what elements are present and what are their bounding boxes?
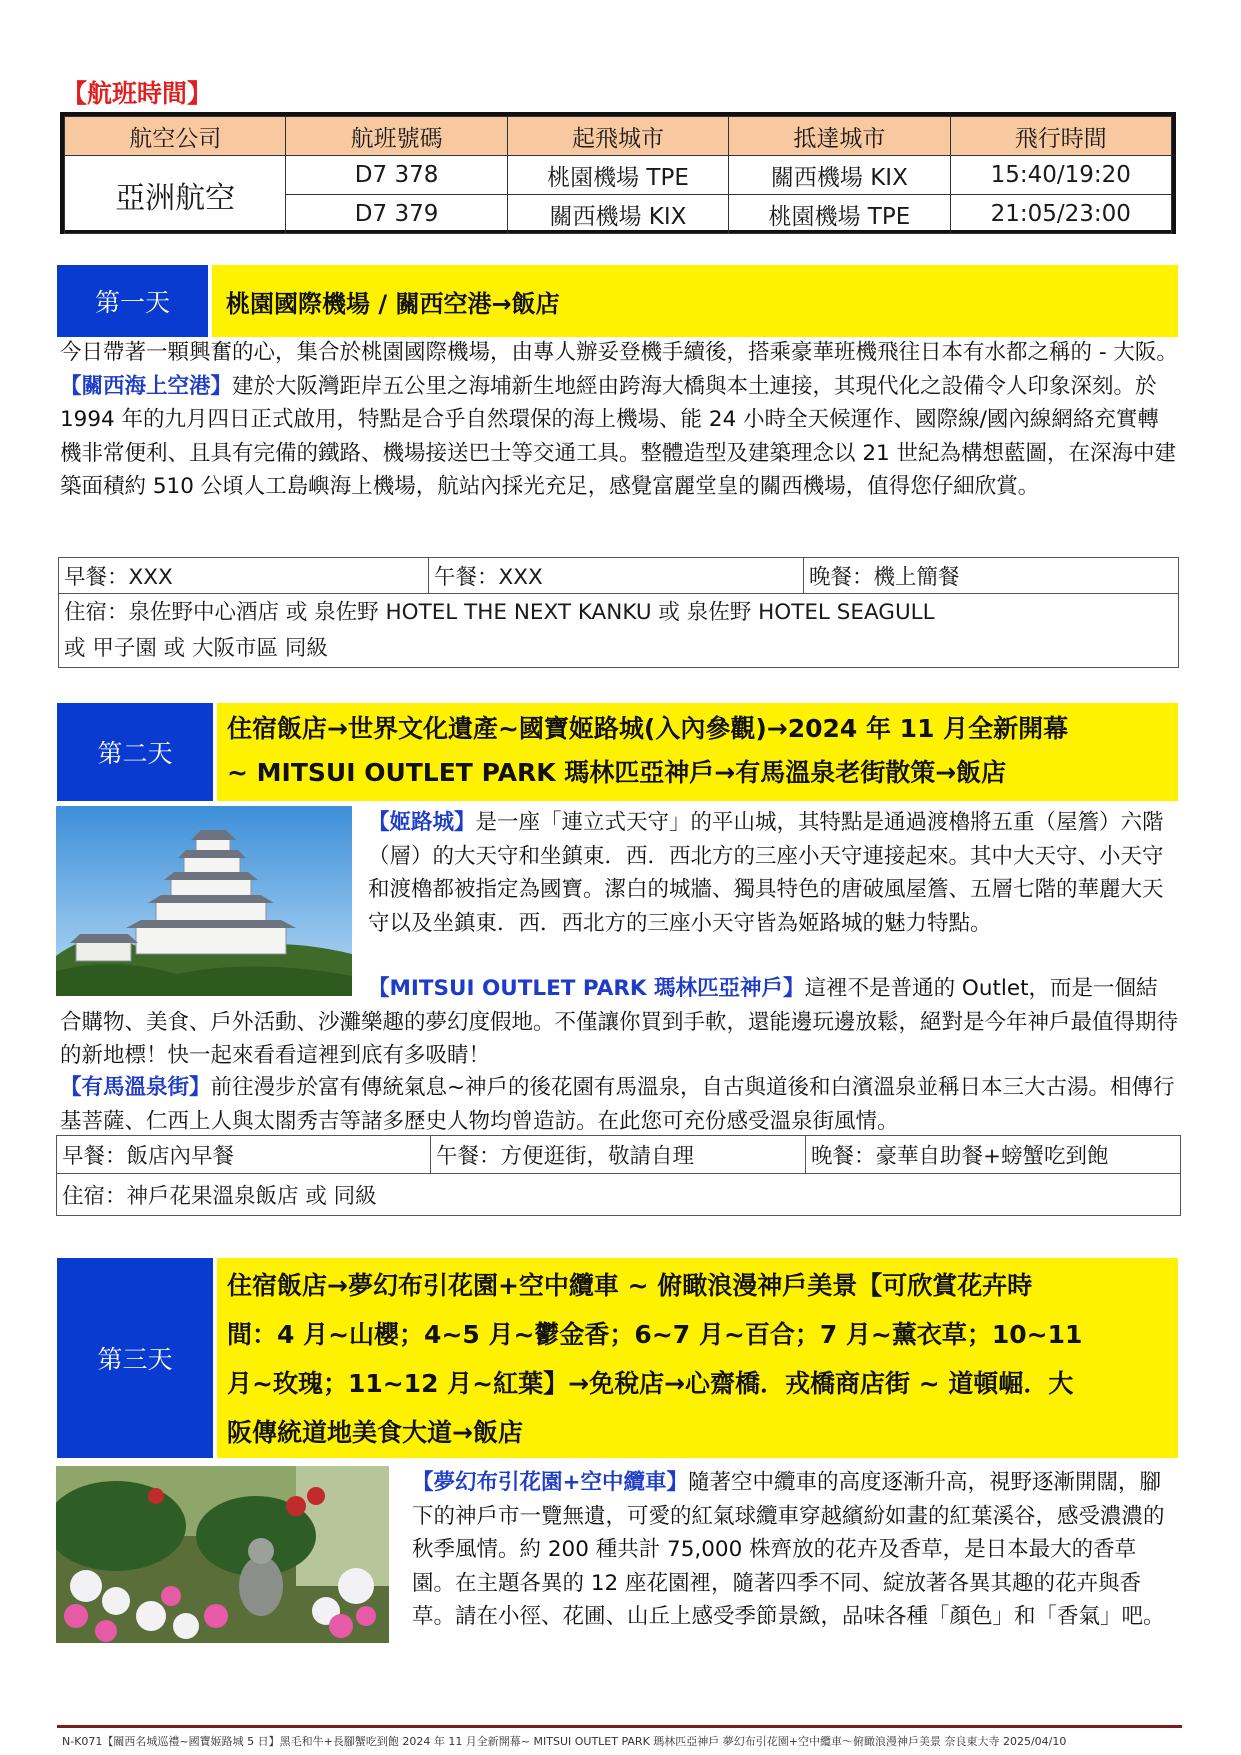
day2-breakfast: 早餐：飯店內早餐 bbox=[57, 1136, 431, 1174]
day3-title-line3: 月~玫瑰；11~12 月~紅葉】→免稅店→心齋橋．戎橋商店街 ~ 道頓崛．大 bbox=[227, 1369, 1074, 1398]
day2-dinner: 晚餐：豪華自助餐+螃蟹吃到飽 bbox=[806, 1136, 1181, 1174]
day1-banner bbox=[57, 265, 1178, 337]
flight-header-row bbox=[65, 117, 1172, 156]
header-flight-no: 航班號碼 bbox=[286, 117, 507, 156]
day3-title-line2: 間：4 月~山櫻；4~5 月~鬱金香；6~7 月~百合；7 月~薰衣草；10~11 bbox=[227, 1320, 1083, 1349]
day2-title-line1: 住宿飯店→世界文化遺產~國寶姬路城(入內參觀)→2024 年 11 月全新開幕 bbox=[227, 714, 1069, 743]
airline-name: 亞洲航空 bbox=[65, 156, 286, 234]
day2-hotel: 住宿：神戶花果溫泉飯店 或 同級 bbox=[57, 1174, 1181, 1216]
flight-number: D7 379 bbox=[286, 195, 507, 234]
day1-intro: 今日帶著一顆興奮的心，集合於桃園國際機場，由專人辦妥登機手續後，搭乘豪華班機飛往日本有水都之稱的 - 大阪。 bbox=[60, 340, 1178, 365]
flight-number: D7 378 bbox=[286, 156, 507, 195]
day2-title-line2: ~ MITSUI OUTLET PARK 瑪林匹亞神戶→有馬溫泉老街散策→飯店 bbox=[227, 758, 1007, 787]
garden-label: 【夢幻布引花園+空中纜車】 bbox=[412, 1470, 689, 1495]
flight-time: 15:40/19:20 bbox=[950, 156, 1171, 195]
arima-label: 【有馬溫泉街】 bbox=[60, 1075, 211, 1100]
outlet-text: 這裡不是普通的 Outlet，而是一個結合購物、美食、戶外活動、沙灘樂趣的夢幻度假地。不僅讓你買到手軟，還能邊玩邊放鬆，絕對是今年神戶最值得期待的新地標！快一起來看看這裡到底有多吸睛！ bbox=[60, 976, 1179, 1068]
header-departure: 起飛城市 bbox=[507, 117, 728, 156]
kansai-airport-label: 【關西海上空港】 bbox=[60, 373, 233, 399]
day3-title-line1: 住宿飯店→夢幻布引花園+空中纜車 ~ 俯瞰浪漫神戶美景【可欣賞花卉時 bbox=[227, 1271, 1033, 1300]
day3-title bbox=[227, 1261, 1082, 1457]
day1-hotel-line2: 或 甲子園 或 大阪市區 同級 bbox=[64, 635, 328, 661]
kansai-airport-text: 建於大阪灣距岸五公里之海埔新生地經由跨海大橋與本土連接，其現代化之設備令人印象深刻。於 1994 年的九月四日正式啟用，特點是合乎自然環保的海上機場、能 24 小時全天候運作、國際線/國內線網絡充實轉機非常便利、且具有完備的鐵路、機場接送巴士等交通工具。整體造型及建築理念以 21 世紀為構想藍圖，在深海中建築面積約 510 公頃人工島嶼海上機場，航站內採光充足，感覺富麗堂皇的關西機場，值得您仔細欣賞。 bbox=[60, 373, 1177, 499]
day2-banner bbox=[57, 703, 1178, 801]
day2-tag: 第二天 bbox=[57, 703, 217, 801]
flight-time: 21:05/23:00 bbox=[950, 195, 1171, 234]
day1-title: 桃園國際機場 / 關西空港→飯店 bbox=[226, 289, 560, 318]
day1-tag: 第一天 bbox=[57, 265, 212, 337]
himeji-castle-photo bbox=[56, 806, 352, 996]
header-airline: 航空公司 bbox=[65, 117, 286, 156]
arrival-city: 桃園機場 TPE bbox=[729, 195, 950, 234]
day1-breakfast: 早餐：XXX bbox=[59, 558, 429, 594]
outlet-paragraph bbox=[60, 972, 1178, 1073]
footer-divider bbox=[57, 1725, 1182, 1728]
himeji-text: 是一座「連立式天守」的平山城，其特點是通過渡櫓將五重（屋簷）六階（層）的大天守和坐鎮東．西．西北方的三座小天守連接起來。其中大天守、小天守和渡櫓都被指定為國寶。潔白的城牆、獨具特色的唐破風屋簷、五層七階的華麗大天守以及坐鎮東．西．西北方的三座小天守皆為姬路城的魅力特點。 bbox=[368, 810, 1164, 936]
day3-banner bbox=[57, 1258, 1178, 1458]
day1-dinner: 晚餐：機上簡餐 bbox=[804, 558, 1179, 594]
garden-text: 隨著空中纜車的高度逐漸升高，視野逐漸開闊，腳下的神戶市一覽無遺，可愛的紅氣球纜車穿越繽紛如畫的紅葉溪谷，感受濃濃的秋季風情。約 200 種共計 75,000 株齊放的花卉及香草，是日本最大的香草園。在主題各異的 12 座花園裡，隨著四季不同、綻放著各異其趣的花卉與香草。請在小徑、花圃、山丘上感受季節景緻，品味各種「顏色」和「香氣」吧。 bbox=[412, 1470, 1165, 1629]
day2-meal-table bbox=[56, 1135, 1181, 1216]
day1-description bbox=[60, 336, 1178, 504]
footer-text: N-K071【關西名城巡禮~國寶姬路城 5 日】黑毛和牛+長腳蟹吃到飽 2024 年 11 月全新開幕~ MITSUI OUTLET PARK 瑪林匹亞神戶 夢幻布引花園+空中纜車～俯瞰浪漫神戶美景 奈良東大寺 2025/04/10 bbox=[62, 1735, 1067, 1748]
nunobiki-garden-photo bbox=[56, 1466, 389, 1643]
arima-paragraph bbox=[60, 1071, 1178, 1138]
himeji-label: 【姬路城】 bbox=[368, 810, 476, 835]
arrival-city: 關西機場 KIX bbox=[729, 156, 950, 195]
flight-table bbox=[60, 112, 1176, 234]
departure-city: 關西機場 KIX bbox=[507, 195, 728, 234]
arima-text: 前往漫步於富有傳統氣息~神戶的後花園有馬溫泉，自古與道後和白濱溫泉並稱日本三大古湯。相傳行基菩薩、仁西上人與太閤秀吉等諸多歷史人物均曾造訪。在此您可充份感受溫泉街風情。 bbox=[60, 1075, 1175, 1134]
day1-hotel bbox=[59, 594, 1179, 668]
day1-meal-table bbox=[58, 557, 1179, 668]
departure-city: 桃園機場 TPE bbox=[507, 156, 728, 195]
day2-lunch: 午餐：方便逛街，敬請自理 bbox=[431, 1136, 806, 1174]
himeji-paragraph bbox=[368, 806, 1178, 940]
header-flight-time: 飛行時間 bbox=[950, 117, 1171, 156]
day3-tag: 第三天 bbox=[57, 1258, 217, 1458]
day1-lunch: 午餐：XXX bbox=[429, 558, 804, 594]
flight-row bbox=[65, 156, 1172, 195]
flight-section-title: 【航班時間】 bbox=[62, 79, 213, 108]
day1-hotel-line1: 住宿：泉佐野中心酒店 或 泉佐野 HOTEL THE NEXT KANKU 或 泉佐野 HOTEL SEAGULL bbox=[64, 599, 935, 625]
day2-title bbox=[227, 707, 1068, 795]
header-arrival: 抵達城市 bbox=[729, 117, 950, 156]
outlet-label: 【MITSUI OUTLET PARK 瑪林匹亞神戶】 bbox=[368, 976, 805, 1001]
kansai-airport-paragraph bbox=[60, 370, 1178, 504]
garden-paragraph bbox=[412, 1466, 1178, 1634]
day3-title-line4: 阪傳統道地美食大道→飯店 bbox=[227, 1418, 523, 1447]
